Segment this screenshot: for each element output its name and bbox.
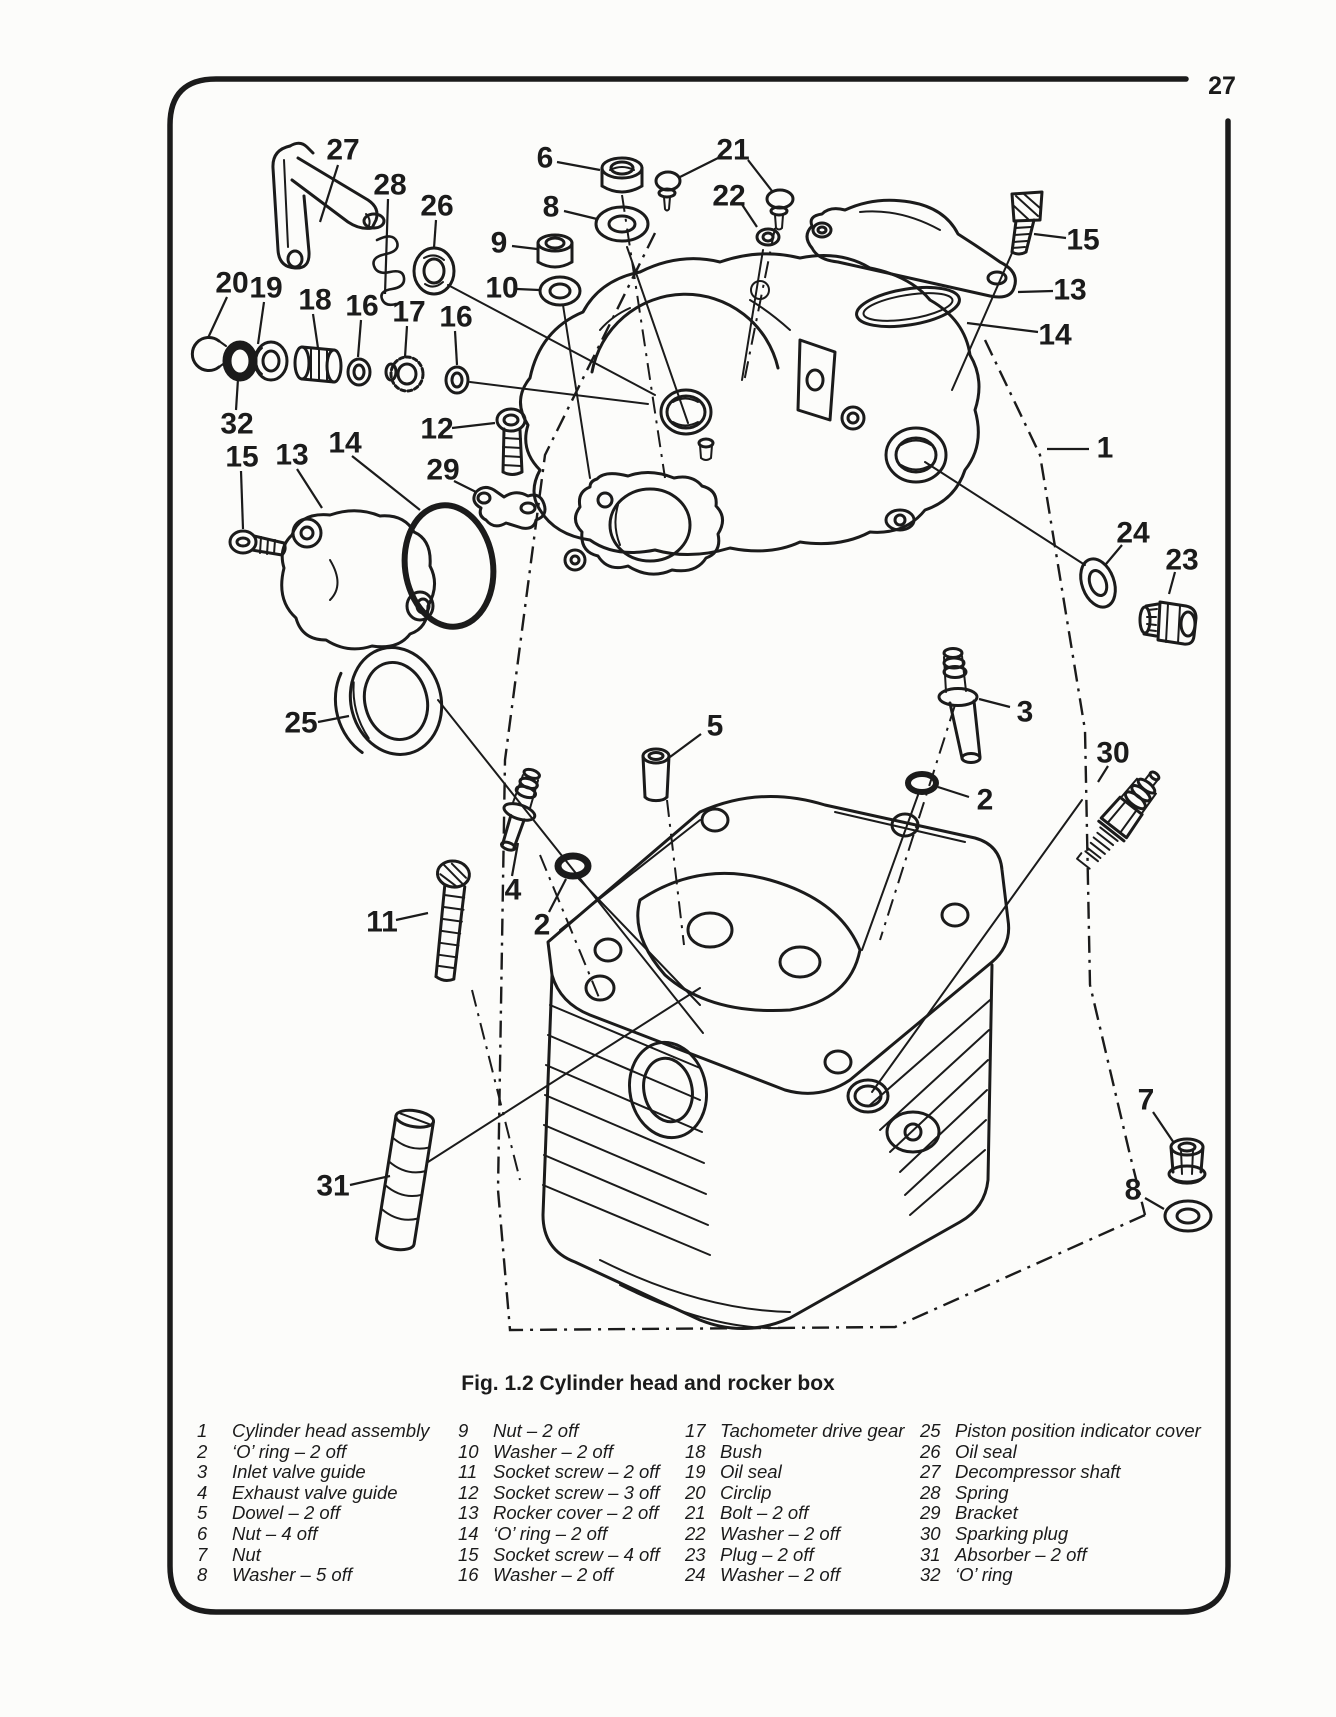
part-description: Tachometer drive gear <box>720 1420 905 1441</box>
part-description: Bush <box>720 1440 763 1462</box>
part-number: 25 <box>920 1420 941 1441</box>
part-description: ‘O’ ring <box>955 1564 1013 1586</box>
callout-leader-21 <box>748 160 772 191</box>
callout-leader-9 <box>512 246 537 249</box>
part-number: 6 <box>197 1522 208 1544</box>
parts-list-item-22 <box>685 1524 904 1545</box>
parts-list-column-4 <box>920 1421 1201 1586</box>
parts-list-item-29 <box>920 1503 1201 1524</box>
part-number: 16 <box>458 1564 479 1586</box>
callout-14: 14 <box>328 426 362 460</box>
callout-leader-13 <box>297 469 322 508</box>
callout-21: 21 <box>716 133 750 167</box>
parts-list-item-1 <box>197 1421 429 1442</box>
callout-18: 18 <box>298 283 332 317</box>
callout-23: 23 <box>1165 543 1199 577</box>
socket-screw-11-part <box>423 859 471 982</box>
washer-16a-part <box>348 359 370 385</box>
part-number: 7 <box>197 1543 208 1565</box>
callout-27: 27 <box>326 133 360 167</box>
callout-22: 22 <box>712 179 746 213</box>
nut-9-part <box>538 235 572 267</box>
callout-24: 24 <box>1116 516 1150 550</box>
callout-25: 25 <box>284 706 318 740</box>
part-number: 19 <box>685 1461 706 1483</box>
callout-12: 12 <box>420 412 454 446</box>
part-description: Decompressor shaft <box>955 1461 1121 1483</box>
circlip-part <box>192 338 226 371</box>
parts-list-column-3 <box>685 1421 904 1586</box>
callout-leader-10 <box>517 289 539 290</box>
cylinder-head-drawing <box>543 796 1009 1328</box>
part-number: 3 <box>197 1461 208 1483</box>
part-number: 32 <box>920 1564 941 1586</box>
part-number: 30 <box>920 1522 941 1544</box>
parts-list-item-30 <box>920 1524 1201 1545</box>
part-number: 31 <box>920 1543 941 1565</box>
part-number: 21 <box>685 1502 706 1524</box>
page-number: 27 <box>1208 72 1236 100</box>
part-number: 9 <box>458 1420 469 1441</box>
callout-5: 5 <box>706 709 724 743</box>
callout-leader-15 <box>1034 234 1066 238</box>
part-description: Bracket <box>955 1502 1018 1524</box>
part-description: Oil seal <box>720 1461 782 1483</box>
callout-leader-21 <box>680 158 718 177</box>
callout-15: 15 <box>1066 223 1100 257</box>
part-description: Washer – 2 off <box>720 1564 840 1586</box>
part-description: Washer – 2 off <box>493 1564 613 1586</box>
parts-list-item-3 <box>197 1462 429 1483</box>
callout-leader-8 <box>564 211 597 219</box>
callout-leader-15 <box>241 471 243 529</box>
parts-list-item-7 <box>197 1545 429 1566</box>
washer-16b-part <box>446 367 468 393</box>
callout-31: 31 <box>316 1169 350 1203</box>
part-description: Cylinder head assembly <box>232 1420 430 1441</box>
inlet-valve-guide-part <box>939 649 980 763</box>
part-description: Sparking plug <box>955 1522 1069 1544</box>
part-number: 10 <box>458 1440 479 1462</box>
socket-screw-15l-part <box>230 531 285 555</box>
parts-list-item-2 <box>197 1442 429 1463</box>
callout-leader-6 <box>557 162 600 170</box>
callout-2: 2 <box>533 908 551 942</box>
o-ring-2r-part <box>908 774 936 792</box>
callout-26: 26 <box>420 189 454 223</box>
callout-leader-26 <box>434 220 436 248</box>
part-number: 13 <box>458 1502 479 1524</box>
part-number: 14 <box>458 1522 479 1544</box>
part-description: Oil seal <box>955 1440 1017 1462</box>
parts-list-item-25 <box>920 1421 1201 1442</box>
socket-screw-15r-part <box>1012 192 1042 254</box>
plug-23-part <box>1140 602 1196 644</box>
parts-list-column-1 <box>197 1421 429 1586</box>
callout-1: 1 <box>1096 431 1114 465</box>
washer-8b-part <box>1165 1201 1211 1231</box>
parts-list-item-28 <box>920 1483 1201 1504</box>
callout-19: 19 <box>249 271 283 305</box>
washer-10-part <box>540 277 580 305</box>
callout-leader-28 <box>385 199 388 294</box>
absorber-part <box>375 1108 434 1252</box>
part-description: Plug – 2 off <box>720 1543 814 1565</box>
part-description: Piston position indicator cover <box>955 1420 1201 1441</box>
parts-list-item-19 <box>685 1462 904 1483</box>
part-description: Socket screw – 2 off <box>493 1461 660 1483</box>
callout-2: 2 <box>976 783 994 817</box>
part-number: 2 <box>197 1440 208 1462</box>
parts-list-item-18 <box>685 1442 904 1463</box>
part-number: 23 <box>685 1543 706 1565</box>
callout-16: 16 <box>345 289 379 323</box>
callout-14: 14 <box>1038 318 1072 352</box>
callout-20: 20 <box>215 266 249 300</box>
nut-7-part <box>1169 1139 1205 1184</box>
callout-leader-3 <box>979 699 1010 707</box>
part-number: 27 <box>920 1461 941 1483</box>
bolt-21b-part <box>767 190 793 230</box>
callout-29: 29 <box>426 453 460 487</box>
part-number: 1 <box>197 1420 208 1441</box>
part-description: Bolt – 2 off <box>720 1502 809 1524</box>
part-number: 24 <box>685 1564 706 1586</box>
callout-10: 10 <box>485 271 519 305</box>
figure-caption: Fig. 1.2 Cylinder head and rocker box <box>461 1372 835 1395</box>
part-description: Nut – 2 off <box>493 1420 579 1441</box>
parts-list-item-20 <box>685 1483 904 1504</box>
parts-list-item-15 <box>458 1545 660 1566</box>
part-description: Spring <box>955 1481 1009 1503</box>
callout-leader-11 <box>396 913 428 920</box>
part-description: Nut – 4 off <box>232 1522 318 1544</box>
part-description: Nut <box>232 1543 261 1565</box>
washer-8-part <box>596 207 648 241</box>
callout-6: 6 <box>536 141 554 175</box>
parts-list-item-13 <box>458 1503 660 1524</box>
tacho-gear-part <box>386 357 423 391</box>
parts-list-item-10 <box>458 1442 660 1463</box>
callout-8: 8 <box>1124 1173 1142 1207</box>
parts-list-item-32 <box>920 1565 1201 1586</box>
callout-leader-17 <box>405 326 407 357</box>
part-description: Socket screw – 4 off <box>493 1543 660 1565</box>
callout-3: 3 <box>1016 695 1034 729</box>
parts-list-item-27 <box>920 1462 1201 1483</box>
oil-seal-19-part <box>255 342 287 380</box>
parts-list-item-5 <box>197 1503 429 1524</box>
parts-list-item-8 <box>197 1565 429 1586</box>
part-description: Washer – 2 off <box>493 1440 613 1462</box>
part-number: 28 <box>920 1481 941 1503</box>
part-description: ‘O’ ring – 2 off <box>232 1440 347 1462</box>
callout-8: 8 <box>542 190 560 224</box>
part-description: Exhaust valve guide <box>232 1481 398 1503</box>
parts-list-item-17 <box>685 1421 904 1442</box>
parts-list-item-23 <box>685 1545 904 1566</box>
indicator-cover-part <box>324 637 454 769</box>
callout-leader-20 <box>208 297 227 338</box>
parts-list-item-14 <box>458 1524 660 1545</box>
part-description: Absorber – 2 off <box>955 1543 1087 1565</box>
parts-list-item-4 <box>197 1483 429 1504</box>
dowel-part <box>643 749 669 801</box>
callout-7: 7 <box>1137 1083 1155 1117</box>
parts-list-item-31 <box>920 1545 1201 1566</box>
o-ring-2l-part <box>558 856 588 876</box>
callout-17: 17 <box>392 295 426 329</box>
part-description: Inlet valve guide <box>232 1461 366 1483</box>
part-number: 12 <box>458 1481 479 1503</box>
parts-list-item-26 <box>920 1442 1201 1463</box>
callout-15: 15 <box>225 440 259 474</box>
callout-leader-8 <box>1145 1198 1164 1209</box>
rocker-box-drawing <box>520 254 979 574</box>
callout-16: 16 <box>439 300 473 334</box>
bracket-part <box>474 487 545 528</box>
callout-leader-25 <box>318 716 349 722</box>
part-number: 26 <box>920 1440 941 1462</box>
o-ring-14r-part <box>854 281 962 333</box>
callout-28: 28 <box>373 168 407 202</box>
part-number: 8 <box>197 1564 208 1586</box>
callout-leader-7 <box>1153 1112 1174 1143</box>
part-description: Dowel – 2 off <box>232 1502 340 1524</box>
part-number: 17 <box>685 1420 706 1441</box>
part-number: 15 <box>458 1543 479 1565</box>
bolt-21a-part <box>656 172 680 211</box>
bush-part <box>295 347 341 382</box>
parts-list-item-24 <box>685 1565 904 1586</box>
part-description: Rocker cover – 2 off <box>493 1502 659 1524</box>
o-ring-32-part <box>227 345 253 377</box>
part-description: Socket screw – 3 off <box>493 1481 660 1503</box>
socket-screw-12-part <box>497 409 525 475</box>
callout-32: 32 <box>220 407 254 441</box>
callout-leader-5 <box>670 734 701 757</box>
part-number: 20 <box>685 1481 706 1503</box>
washer-22-part <box>757 229 779 245</box>
callout-leader-14 <box>352 456 420 510</box>
parts-list-item-16 <box>458 1565 660 1586</box>
part-description: Circlip <box>720 1481 772 1503</box>
part-number: 22 <box>685 1522 706 1544</box>
part-number: 5 <box>197 1502 208 1524</box>
callout-13: 13 <box>1053 273 1087 307</box>
parts-list-item-11 <box>458 1462 660 1483</box>
parts-list-item-9 <box>458 1421 660 1442</box>
parts-list-column-2 <box>458 1421 660 1586</box>
callout-leader-16 <box>358 320 361 357</box>
callout-13: 13 <box>275 438 309 472</box>
callout-leader-2 <box>549 879 566 912</box>
callout-leader-19 <box>258 302 264 344</box>
callout-11: 11 <box>366 905 398 939</box>
parts-list-item-6 <box>197 1524 429 1545</box>
callout-leader-13 <box>1018 291 1053 292</box>
nut-6-part <box>602 158 642 192</box>
part-description: ‘O’ ring – 2 off <box>493 1522 608 1544</box>
part-description: Washer – 5 off <box>232 1564 352 1586</box>
callout-leader-32 <box>236 379 238 410</box>
part-number: 4 <box>197 1481 208 1503</box>
callout-4: 4 <box>504 873 522 907</box>
callout-9: 9 <box>490 226 508 260</box>
callout-leader-12 <box>452 423 495 428</box>
callout-leader-16 <box>455 331 457 365</box>
part-number: 29 <box>920 1502 941 1524</box>
part-number: 18 <box>685 1440 706 1462</box>
callout-leader-2 <box>938 787 969 797</box>
callout-leader-18 <box>313 314 318 348</box>
parts-list-item-21 <box>685 1503 904 1524</box>
part-description: Washer – 2 off <box>720 1522 840 1544</box>
part-number: 11 <box>458 1461 478 1483</box>
oil-seal-26-part <box>414 248 454 294</box>
parts-list-item-12 <box>458 1483 660 1504</box>
callout-30: 30 <box>1096 736 1130 770</box>
